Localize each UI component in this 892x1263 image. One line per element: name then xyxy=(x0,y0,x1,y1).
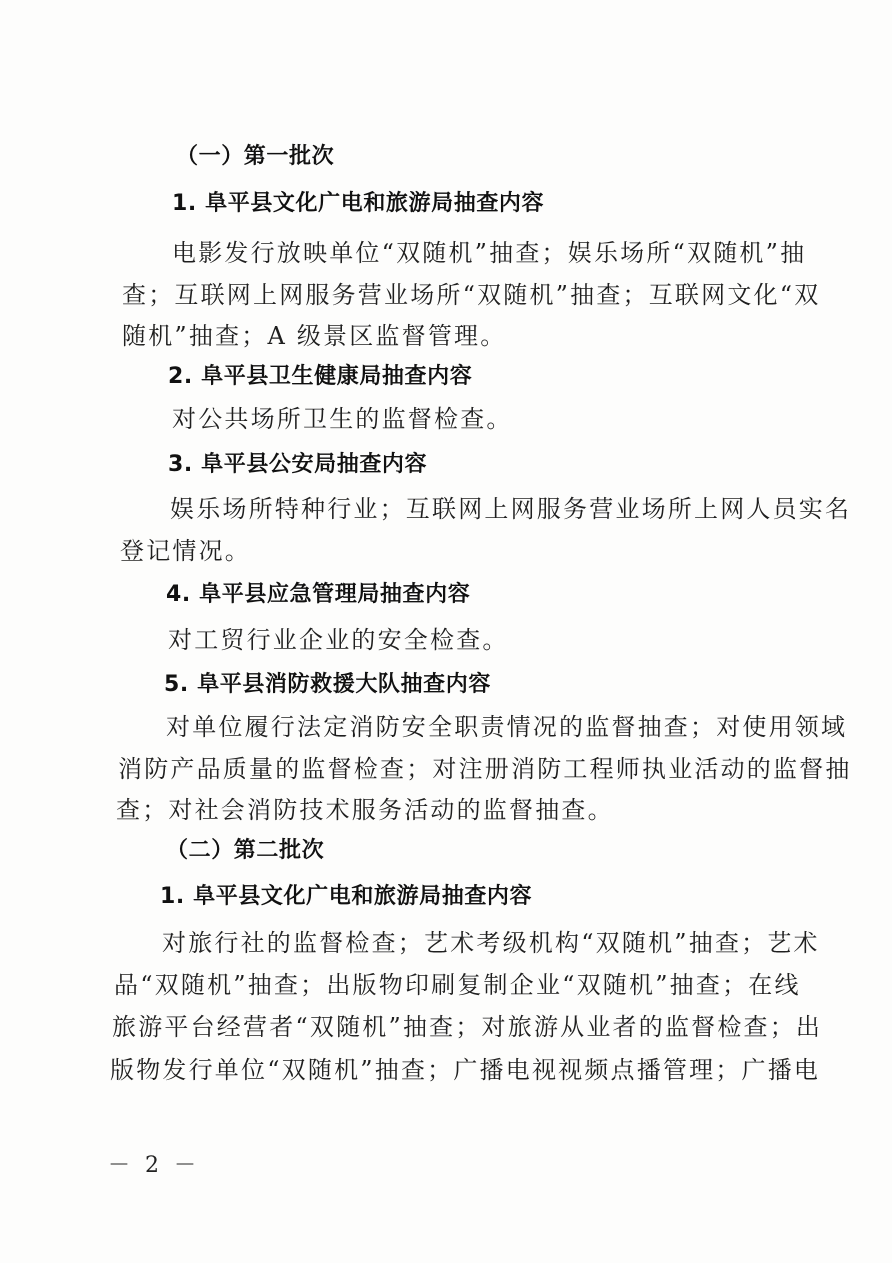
page-number: － 2 － xyxy=(108,1153,200,1178)
batch1-section3-title: 3. 阜平县公安局抽查内容 xyxy=(168,452,428,477)
batch1-section2-line1: 对公共场所卫生的监督检查。 xyxy=(172,405,513,433)
batch1-section3-line1: 娱乐场所特种行业；互联网上网服务营业场所上网人员实名 xyxy=(170,495,852,523)
batch2-section1-line4: 版物发行单位“双随机”抽查；广播电视视频点播管理；广播电 xyxy=(110,1056,821,1084)
batch1-section5-line2: 消防产品质量的监督检查；对注册消防工程师执业活动的监督抽 xyxy=(118,755,852,783)
batch1-section1-title: 1. 阜平县文化广电和旅游局抽查内容 xyxy=(172,191,545,216)
batch2-section1-line2: 品“双随机”抽查；出版物印刷复制企业“双随机”抽查；在线 xyxy=(114,971,801,999)
batch2-title: （二）第二批次 xyxy=(166,838,325,863)
batch1-section1-line3: 随机”抽查；A 级景区监督管理。 xyxy=(122,322,507,350)
batch1-section3-line2: 登记情况。 xyxy=(120,537,251,565)
batch1-title: （一）第一批次 xyxy=(176,144,335,169)
batch1-section5-title: 5. 阜平县消防救援大队抽查内容 xyxy=(164,672,491,697)
batch1-section4-line1: 对工贸行业企业的安全检查。 xyxy=(168,626,509,654)
batch1-section4-title: 4. 阜平县应急管理局抽查内容 xyxy=(166,582,471,607)
batch2-section1-title: 1. 阜平县文化广电和旅游局抽查内容 xyxy=(160,884,533,909)
batch1-section5-line3: 查；对社会消防技术服务活动的监督抽查。 xyxy=(116,796,614,824)
batch1-section1-line2: 查；互联网上网服务营业场所“双随机”抽查；互联网文化“双 xyxy=(122,281,821,309)
batch2-section1-line1: 对旅行社的监督检查；艺术考级机构“双随机”抽查；艺术 xyxy=(162,929,820,957)
batch1-section1-line1: 电影发行放映单位“双随机”抽查；娱乐场所“双随机”抽 xyxy=(172,239,807,267)
batch2-section1-line3: 旅游平台经营者“双随机”抽查；对旅游从业者的监督检查；出 xyxy=(112,1013,823,1041)
batch1-section5-line1: 对单位履行法定消防安全职责情况的监督抽查；对使用领域 xyxy=(166,713,848,741)
batch1-section2-title: 2. 阜平县卫生健康局抽查内容 xyxy=(168,364,473,389)
